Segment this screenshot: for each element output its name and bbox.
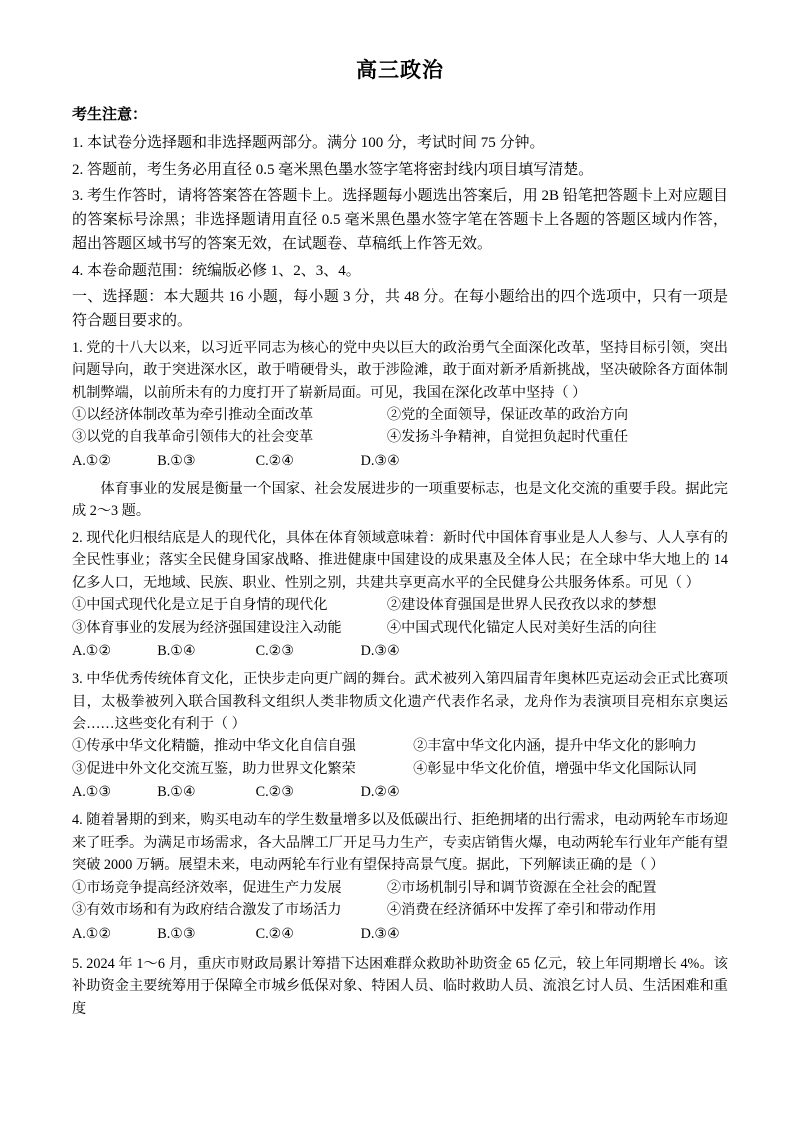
question-1-answer-c: C.②④ — [255, 452, 295, 469]
question-2-stem: 2. 现代化归根结底是人的现代化，具体在体育领域意味着：新时代中国体育事业是人人参与、人人享有的全民性事业；落实全民健身国家战略、推进健康中国建设的成果惠及全体人民；在全球中华大地上的 14 亿多人口，无地域、民族、职业、性别之别，共建共享更高水平的全民健身公共服务体系。可见（ ） — [72, 529, 728, 591]
question-4-option-1: ①市场竞争提高经济效率，促进生产力发展 — [72, 879, 342, 896]
question-3-stem: 3. 中华优秀传统体育文化，正快步走向更广阔的舞台。武术被列入第四届青年奥林匹克运动会正式比赛项目，太极拳被列入联合国教科文组织人类非物质文化遗产代表作名录，龙舟作为表演项目亮相东京奥运会……这些变化有利于（ ） — [72, 671, 728, 733]
page-title: 高三政治 — [356, 58, 444, 82]
question-3-option-1: ①传承中华文化精髓，推动中华文化自信自强 — [72, 738, 356, 755]
question-3 — [72, 668, 728, 804]
question-1 — [72, 337, 728, 473]
question-3-answer-d: D.②④ — [360, 784, 400, 801]
question-2-option-1: ①中国式现代化是立足于自身情的现代化 — [72, 597, 328, 614]
question-4-stem: 4. 随着暑期的到来，购买电动车的学生数量增多以及低碳出行、拒绝拥堵的出行需求，电动两轮车市场迎来了旺季。为满足市场需求，各大品牌工厂开足马力生产，专卖店销售火爆，电动两轮车行业年产能有望突破 2000 万辆。展望未来，电动两轮车行业有望保持高景气度。据此，下列解读正确的是（ ） — [72, 812, 728, 874]
question-1-answer-b: B.①③ — [157, 452, 196, 469]
question-2-options-row-1 — [72, 594, 728, 616]
question-1-stem: 1. 党的十八大以来，以习近平同志为核心的党中央以巨大的政治勇气全面深化改革，坚持目标引领，突出问题导向，敢于突进深水区，敢于啃硬骨头，敢于涉险滩，敢于面对新矛盾新挑战，坚决破除各方面体制机制弊端，以前所未有的力度打开了崭新局面。可见，我国在深化改革中坚持（ ） — [72, 339, 728, 401]
question-1-options-row-1 — [72, 404, 728, 426]
question-3-answer-a: A.①③ — [72, 784, 112, 801]
question-2-answer-c: C.②③ — [255, 643, 295, 660]
question-3-answer-b: B.①④ — [157, 784, 196, 801]
question-4-answer-a: A.①② — [72, 925, 112, 942]
notice-item-3: 3. 考生作答时，请将答案答在答题卡上。选择题每小题选出答案后，用 2B 铅笔把答题卡上对应题目的答案标号涂黑；非选择题请用直径 0.5 毫米黑色墨水签字笔在答题卡上各题的答题区域内作答，超出答题区域书写的答案无效，在试题卷、草稿纸上作答无效。 — [72, 187, 728, 253]
question-1-option-3: ③以党的自我革命引领伟大的社会变革 — [72, 429, 314, 446]
notice-item-1: 1. 本试卷分选择题和非选择题两部分。满分 100 分，考试时间 75 分钟。 — [72, 135, 545, 152]
question-1-option-2: ②党的全面领导，保证改革的政治方向 — [386, 406, 629, 423]
question-1-options-row-2 — [72, 426, 728, 448]
question-3-option-4: ④彰显中华文化价值，增强中华文化国际认同 — [413, 760, 697, 777]
question-4-answers — [72, 922, 728, 946]
question-3-answer-c: C.②③ — [255, 784, 295, 801]
question-5 — [72, 953, 728, 1020]
question-1-option-4: ④发扬斗争精神，自觉担负起时代重任 — [386, 429, 629, 446]
question-4-options-row-2 — [72, 899, 728, 921]
question-2-answer-d: D.③④ — [360, 643, 400, 660]
question-2-option-3: ③体育事业的发展为经济强国建设注入动能 — [72, 619, 342, 636]
question-4-option-2: ②市场机制引导和调节资源在全社会的配置 — [386, 879, 657, 896]
question-4 — [72, 809, 728, 945]
question-3-options-row-2 — [72, 758, 728, 780]
section-heading: 一、选择题：本大题共 16 小题，每小题 3 分，共 48 分。在每小题给出的四个选项中，只有一项是符合题目要求的。 — [72, 289, 728, 330]
notice-heading: 考生注意： — [72, 107, 148, 123]
question-3-option-2: ②丰富中华文化内涵，提升中华文化的影响力 — [413, 738, 697, 755]
question-2-options-row-2 — [72, 617, 728, 639]
notice-item-2: 2. 答题前，考生务必用直径 0.5 毫米黑色墨水签字笔将密封线内项目填写清楚。 — [72, 161, 594, 178]
question-4-answer-c: C.②④ — [255, 925, 295, 942]
question-1-answers — [72, 449, 728, 473]
question-2 — [72, 527, 728, 663]
question-2-answers — [72, 639, 728, 663]
question-4-option-4: ④消费在经济循环中发挥了牵引和带动作用 — [386, 902, 657, 919]
question-3-options-row-1 — [72, 735, 728, 757]
question-4-option-3: ③有效市场和有为政府结合激发了市场活力 — [72, 902, 342, 919]
question-4-options-row-1 — [72, 877, 728, 899]
question-1-answer-a: A.①② — [72, 452, 112, 469]
question-2-answer-a: A.①② — [72, 643, 112, 660]
question-1-answer-d: D.③④ — [360, 452, 400, 469]
question-3-answers — [72, 780, 728, 804]
question-2-option-2: ②建设体育强国是世界人民孜孜以求的梦想 — [386, 597, 657, 614]
question-3-option-3: ③促进中外文化交流互鉴，助力世界文化繁荣 — [72, 760, 356, 777]
question-4-answer-d: D.③④ — [360, 925, 400, 942]
question-2-option-4: ④中国式现代化锚定人民对美好生活的向往 — [386, 619, 657, 636]
question-4-answer-b: B.①③ — [157, 925, 196, 942]
question-1-option-1: ①以经济体制改革为牵引推动全面改革 — [72, 406, 314, 423]
question-2-answer-b: B.①④ — [157, 643, 196, 660]
material-intro-2-3: 体育事业的发展是衡量一个国家、社会发展进步的一项重要标志，也是文化交流的重要手段。据此完成 2～3 题。 — [72, 480, 728, 520]
question-5-stem: 5. 2024 年 1～6 月，重庆市财政局累计筹措下达困难群众救助补助资金 65 亿元，较上年同期增长 4%。该补助资金主要统筹用于保障全市城乡低保对象、特困人员、临时救助人员、流浪乞讨人员、生活困难和重度 — [72, 955, 728, 1017]
notice-item-4: 4. 本卷命题范围：统编版必修 1、2、3、4。 — [72, 262, 361, 279]
